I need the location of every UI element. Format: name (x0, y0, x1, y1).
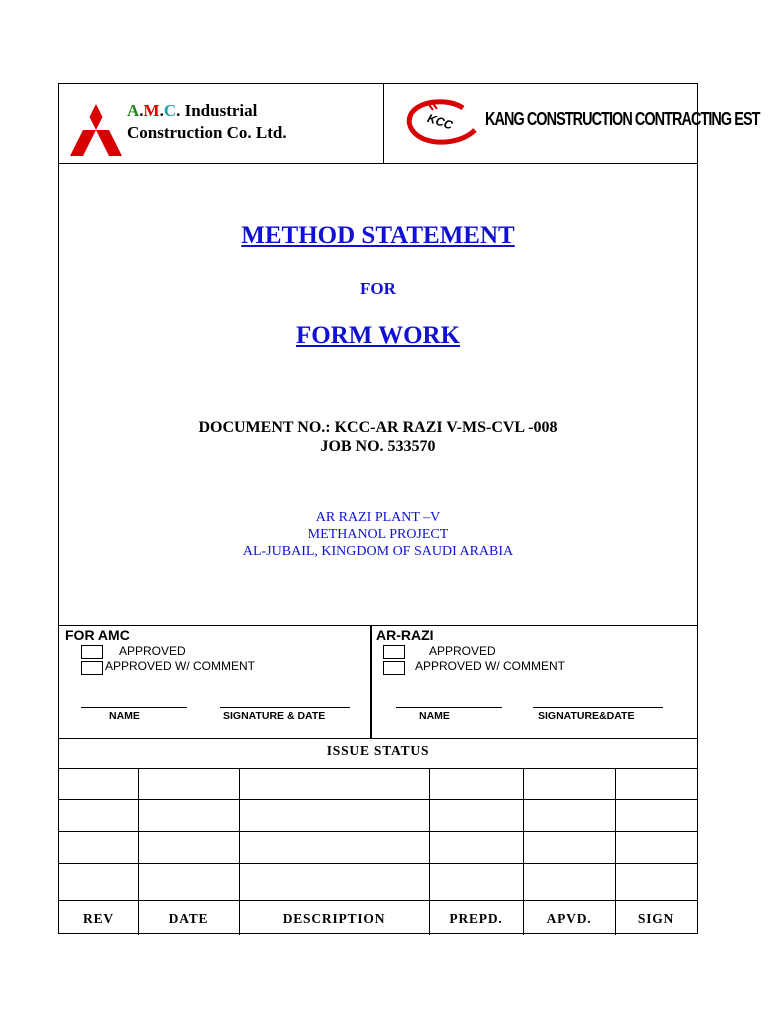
document-header (59, 84, 760, 164)
table-row-divider (59, 831, 697, 832)
project-line-1: AR RAZI PLANT –V (315, 510, 441, 525)
title-for: FOR (360, 279, 396, 298)
kcc-logo-icon (405, 96, 481, 148)
signature-label-arrazi: SIGNATURE&DATE (538, 710, 635, 722)
approved-checkbox-amc[interactable] (81, 645, 103, 659)
name-label-arrazi: NAME (419, 710, 450, 722)
approved-comment-checkbox-amc[interactable] (81, 661, 103, 675)
header-divider (383, 84, 384, 163)
approved-comment-label-amc: APPROVED W/ COMMENT (105, 659, 256, 673)
column-header-description: DESCRIPTION (282, 911, 386, 926)
document-subject: FORM WORK (295, 322, 461, 349)
amc-diamond-logo-icon (68, 104, 124, 156)
table-row-divider (59, 900, 697, 901)
name-line-arrazi (396, 707, 502, 708)
kcc-company-name: KANG CONSTRUCTION CONTRACTING EST (485, 108, 760, 129)
column-header-sign: SIGN (637, 911, 675, 926)
signature-line-arrazi (533, 707, 663, 708)
document-title: METHOD STATEMENT (241, 222, 515, 249)
signature-label-amc: SIGNATURE & DATE (223, 710, 326, 722)
approval-divider (370, 626, 372, 739)
approved-label-arrazi: APPROVED (429, 644, 496, 658)
kcc-logo-text: KCC (425, 111, 455, 133)
project-line-2: METHANOL PROJECT (307, 527, 449, 542)
table-row-divider (59, 799, 697, 800)
approved-checkbox-arrazi[interactable] (383, 645, 405, 659)
issue-status-section (59, 738, 697, 936)
job-number: JOB NO. 533570 (320, 438, 436, 455)
issue-status-title: ISSUE STATUS (326, 743, 430, 758)
column-header-prepd: PREPD. (449, 911, 503, 926)
column-header-date: DATE (168, 911, 209, 926)
column-header-rev: REV (83, 911, 114, 926)
amc-company-name: A.M.C. Industrial Construction Co. Ltd. (127, 101, 287, 142)
approved-comment-label-arrazi: APPROVED W/ COMMENT (415, 659, 566, 673)
name-line-amc (81, 707, 187, 708)
approval-left-heading: FOR AMC (65, 627, 130, 643)
approval-section (59, 625, 697, 739)
signature-line-amc (220, 707, 350, 708)
column-header-apvd: APVD. (546, 911, 592, 926)
table-row-divider (59, 863, 697, 864)
document-number: DOCUMENT NO.: KCC-AR RAZI V-MS-CVL -008 (198, 419, 558, 436)
issue-status-table (59, 768, 697, 935)
approved-comment-checkbox-arrazi[interactable] (383, 661, 405, 675)
document-frame (58, 83, 760, 934)
name-label-amc: NAME (109, 710, 140, 722)
project-line-3: AL-JUBAIL, KINGDOM OF SAUDI ARABIA (242, 544, 514, 559)
approved-label-amc: APPROVED (119, 644, 186, 658)
approval-right-heading: AR-RAZI (376, 627, 434, 643)
